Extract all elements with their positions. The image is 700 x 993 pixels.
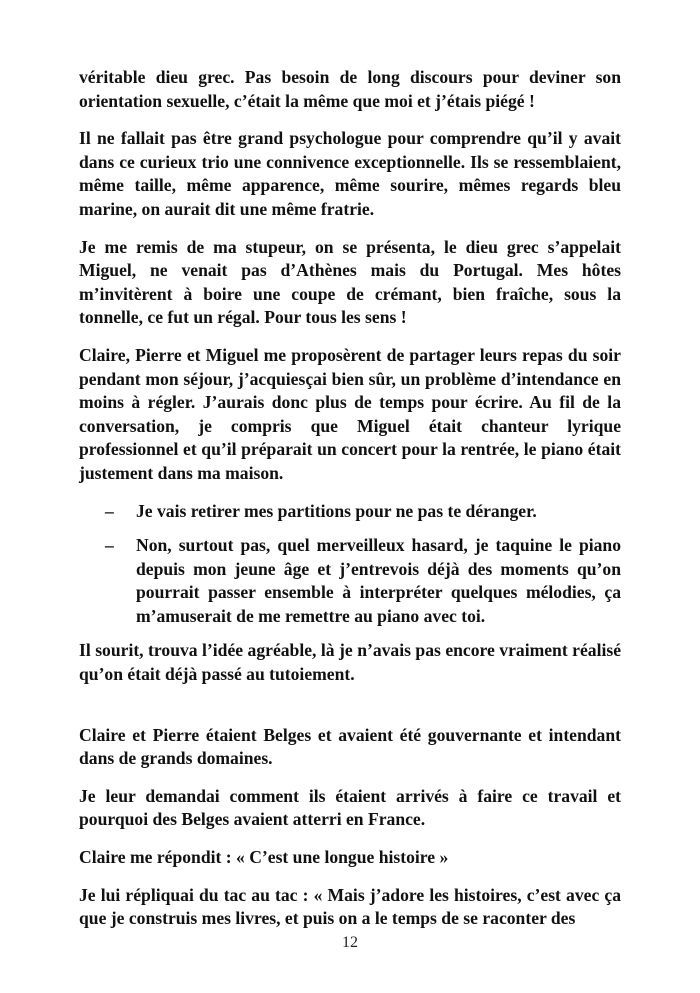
dialogue-line-1 <box>79 500 621 524</box>
paragraph-3: Je me remis de ma stupeur, on se présenta, le dieu grec s’appelait Miguel, ne venait pas d’Athènes mais du Portugal. Mes hôtes m’invitèrent à boire une coupe de crémant, bien fraîche, sous la tonnelle, ce fut un régal. Pour tous les sens ! <box>79 236 621 328</box>
page-body <box>79 66 621 945</box>
dialogue-dash: – <box>105 535 114 556</box>
paragraph-7: Je leur demandai comment ils étaient arrivés à faire ce travail et pourquoi des Belges avaient atterri en France. <box>79 785 621 830</box>
paragraph-1: véritable dieu grec. Pas besoin de long discours pour deviner son orientation sexuelle, c’était la même que moi et j’étais piégé ! <box>79 67 621 111</box>
paragraph-2: Il ne fallait pas être grand psychologue pour comprendre qu’il y avait dans ce curieux trio une connivence exceptionnelle. Ils se ressemblaient, même taille, même apparence, même sourire, mêmes regards bleu marine, on aurait dit une même fratrie. <box>79 128 621 219</box>
paragraph-5: Il sourit, trouva l’idée agréable, là je n’avais pas encore vraiment réalisé qu’on était déjà passé au tutoiement. <box>79 640 621 685</box>
dialogue-dash: – <box>105 500 114 521</box>
page-number: 12 <box>342 934 358 951</box>
section-break <box>79 701 621 724</box>
paragraph-8: Claire me répondit : « C’est une longue histoire » <box>79 847 449 868</box>
paragraph-9: Je lui répliquai du tac au tac : « Mais j’adore les histoires, c’est avec ça que je construis mes livres, et puis on a le temps de se raconter des <box>79 884 621 929</box>
paragraph-4: Claire, Pierre et Miguel me proposèrent de partager leurs repas du soir pendant mon séjour, j’acquiesçai bien sûr, un problème d’intendance en moins à régler. J’aurais donc plus de temps pour écrire. Au fil de la conversation, je compris que Miguel était chanteur lyrique professionnel et qu’il préparait un concert pour la rentrée, le piano était justement dans ma maison. <box>79 344 621 483</box>
dialogue-list <box>79 500 621 629</box>
dialogue-text: Je vais retirer mes partitions pour ne pas te déranger. <box>136 500 537 521</box>
dialogue-text: Non, surtout pas, quel merveilleux hasard, je taquine le piano depuis mon jeune âge et j’entrevois déjà des moments qu’on pourrait passer ensemble à interpréter quelques mélodies, ça m’amuserait de me remettre au piano avec toi. <box>136 535 621 626</box>
dialogue-line-2 <box>79 534 621 628</box>
paragraph-6: Claire et Pierre étaient Belges et avaient été gouvernante et intendant dans de grands domaines. <box>79 724 621 769</box>
